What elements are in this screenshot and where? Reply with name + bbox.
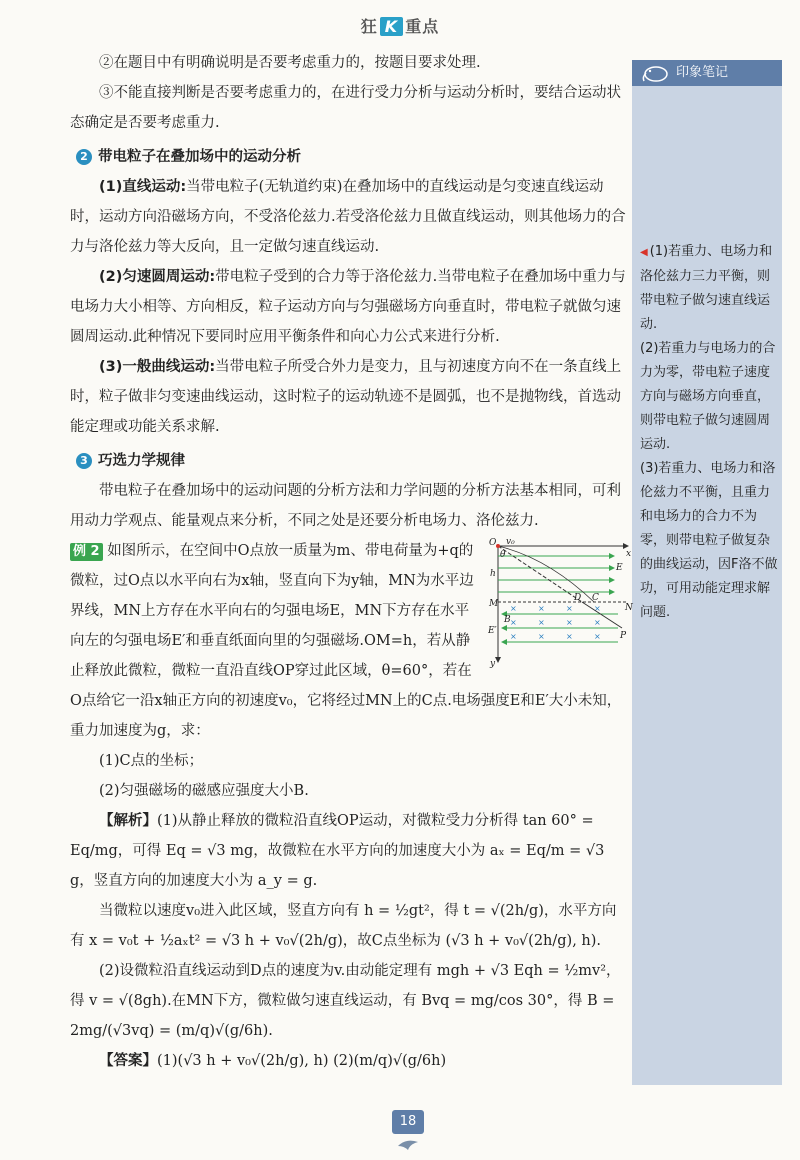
section-number-badge: 2 <box>76 149 92 165</box>
section-2-item: (2)匀速圆周运动:带电粒子受到的合力等于洛伦兹力.当带电粒子在叠加场中重力与电场力大小相等、方向相反，粒子运动方向与匀强磁场方向垂直时，带电粒子就做匀速圆周运动.此种情况下要同时应用平衡条件和向心力公式来进行分析. <box>70 269 626 345</box>
solution-part-1b: 当微粒以速度v₀进入此区域，竖直方向有 h = ½gt²，得 t = √(2h/g)，水平方向有 x = v₀t + ½aₓt² = √3 h + v₀√(2h/g)，故C点坐标为 (√3 h + v₀√(2h/g), h). <box>70 903 617 949</box>
section-number-badge: 3 <box>76 453 92 469</box>
svg-text:×: × <box>538 618 545 627</box>
label-m: M <box>489 599 499 609</box>
triangle-left-icon: ◀ <box>640 247 648 258</box>
label-theta: θ <box>500 550 506 560</box>
intro-paragraph-3: ③不能直接判断是否要考虑重力的，在进行受力分析与运动分析时，要结合运动状态确定是否要考虑重力. <box>70 85 621 131</box>
svg-text:×: × <box>538 604 545 613</box>
svg-text:×: × <box>594 618 601 627</box>
section-3-heading: 3 巧选力学规律 <box>76 446 628 476</box>
header-left: 狂 <box>360 17 378 36</box>
label-h: h <box>490 569 496 579</box>
section-3-text: 带电粒子在叠加场中的运动问题的分析方法和力学问题的分析方法基本相同，可利用动力学观点、能量观点来分析，不同之处是还要分析电场力、洛伦兹力. <box>70 483 621 529</box>
label-e: E <box>616 563 623 573</box>
header-right: 重点 <box>405 17 440 36</box>
solution-part-1: 【解析】(1)从静止释放的微粒沿直线OP运动，对微粒受力分析得 tan 60° = Eq/mg，可得 Eq = √3 mg，故微粒在水平方向的加速度大小为 aₓ = Eq/m = √3 g，竖直方向的加速度大小为 a_y = g. <box>70 813 605 889</box>
question-2: (2)匀强磁场的磁感应强度大小B. <box>99 783 309 799</box>
sidebar-title: 印象笔记 <box>676 65 729 80</box>
svg-text:×: × <box>510 604 517 613</box>
svg-text:×: × <box>566 604 573 613</box>
magnetic-field-crosses <box>510 604 601 641</box>
svg-text:×: × <box>594 632 601 641</box>
label-d: D <box>574 593 582 603</box>
sidebar-note: ◀ (1)若重力、电场力和洛伦兹力三力平衡，则带电粒子做匀速直线运动. <box>640 244 773 332</box>
label-n: N <box>625 603 633 613</box>
example-2: 例 2 如图所示，在空间中O点放一质量为m、带电荷量为+q的微粒，过O点以水平向右为x轴，竖直向下为y轴，MN为水平边界线，MN上方存在水平向右的匀强电场E，MN下方存在水平向左的匀强电场E′和垂直纸面向里的匀强磁场.OM=h，若从静止释放此微粒，微粒一直沿直线OP穿过此区域，θ=60°，若在O点给它一沿x轴正方向的初速度v₀，它将经过MN上的C点.电场强度E和E′大小未知，重力加速度为g，求： <box>70 543 622 739</box>
main-content <box>70 48 633 1076</box>
intro-paragraph-2: ②在题目中有明确说明是否要考虑重力的，按题目要求处理. <box>99 55 481 71</box>
label-p: P <box>620 631 627 641</box>
label-y: y <box>490 659 496 668</box>
section-2-item: (3)一般曲线运动:当带电粒子所受合外力是变力，且与初速度方向不在一条直线上时，粒子做非匀变速曲线运动，这时粒子的运动轨迹不是圆弧，也不是抛物线，首选动能定理或功能关系求解. <box>70 359 622 435</box>
svg-text:×: × <box>538 632 545 641</box>
sidebar-header <box>632 60 782 86</box>
solution-part-2: (2)设微粒沿直线运动到D点的速度为v.由动能定理有 mgh + √3 Eqh = ½mv²，得 v = √(8gh).在MN下方，微粒做匀速直线运动，有 Bvq = mg/cos 30°，得 B = 2mg/(√3vq) = (m/q)√(g/6h). <box>70 963 621 1039</box>
elephant-icon <box>640 63 670 83</box>
svg-text:×: × <box>510 618 517 627</box>
bird-icon <box>396 1136 420 1152</box>
section-2-heading: 2 带电粒子在叠加场中的运动分析 <box>76 142 628 172</box>
particle <box>496 544 500 548</box>
header-k-logo: K <box>380 17 403 36</box>
sidebar-note: (3)若重力、电场力和洛伦兹力不平衡，且重力和电场力的合力不为零，则带电粒子做复杂的曲线运动，因F洛不做功，可用动能定理求解问题. <box>640 461 778 620</box>
sidebar-note: (2)若重力与电场力的合力为零，带电粒子速度方向与磁场方向垂直，则带电粒子做匀速圆周运动. <box>640 341 776 452</box>
question-1: (1)C点的坐标； <box>99 753 204 769</box>
page-number: 18 <box>392 1110 424 1134</box>
path-op <box>498 546 582 602</box>
svg-text:×: × <box>594 604 601 613</box>
sidebar-notes <box>640 240 778 625</box>
label-e-prime: E′ <box>488 626 497 636</box>
svg-text:×: × <box>510 632 517 641</box>
label-o: O <box>489 538 497 548</box>
section-2-item: (1)直线运动:当带电粒子(无轨道约束)在叠加场中的直线运动是匀变速直线运动时，运动方向沿磁场方向，不受洛伦兹力.若受洛伦兹力且做直线运动，则其他场力的合力与洛伦兹力等大反向，且一定做匀速直线运动. <box>70 179 626 255</box>
field-diagram <box>488 538 634 668</box>
path-dp <box>582 602 622 628</box>
label-b: B <box>504 615 511 625</box>
label-x: x <box>626 549 632 559</box>
label-c: C <box>592 593 599 603</box>
example-label: 例 2 <box>70 543 103 561</box>
answer: 【答案】(1)(√3 h + v₀√(2h/g), h) (2)(m/q)√(g/6h) <box>99 1053 447 1069</box>
page-header <box>0 14 800 37</box>
svg-text:×: × <box>566 632 573 641</box>
label-v0: v₀ <box>506 538 515 547</box>
svg-text:×: × <box>566 618 573 627</box>
